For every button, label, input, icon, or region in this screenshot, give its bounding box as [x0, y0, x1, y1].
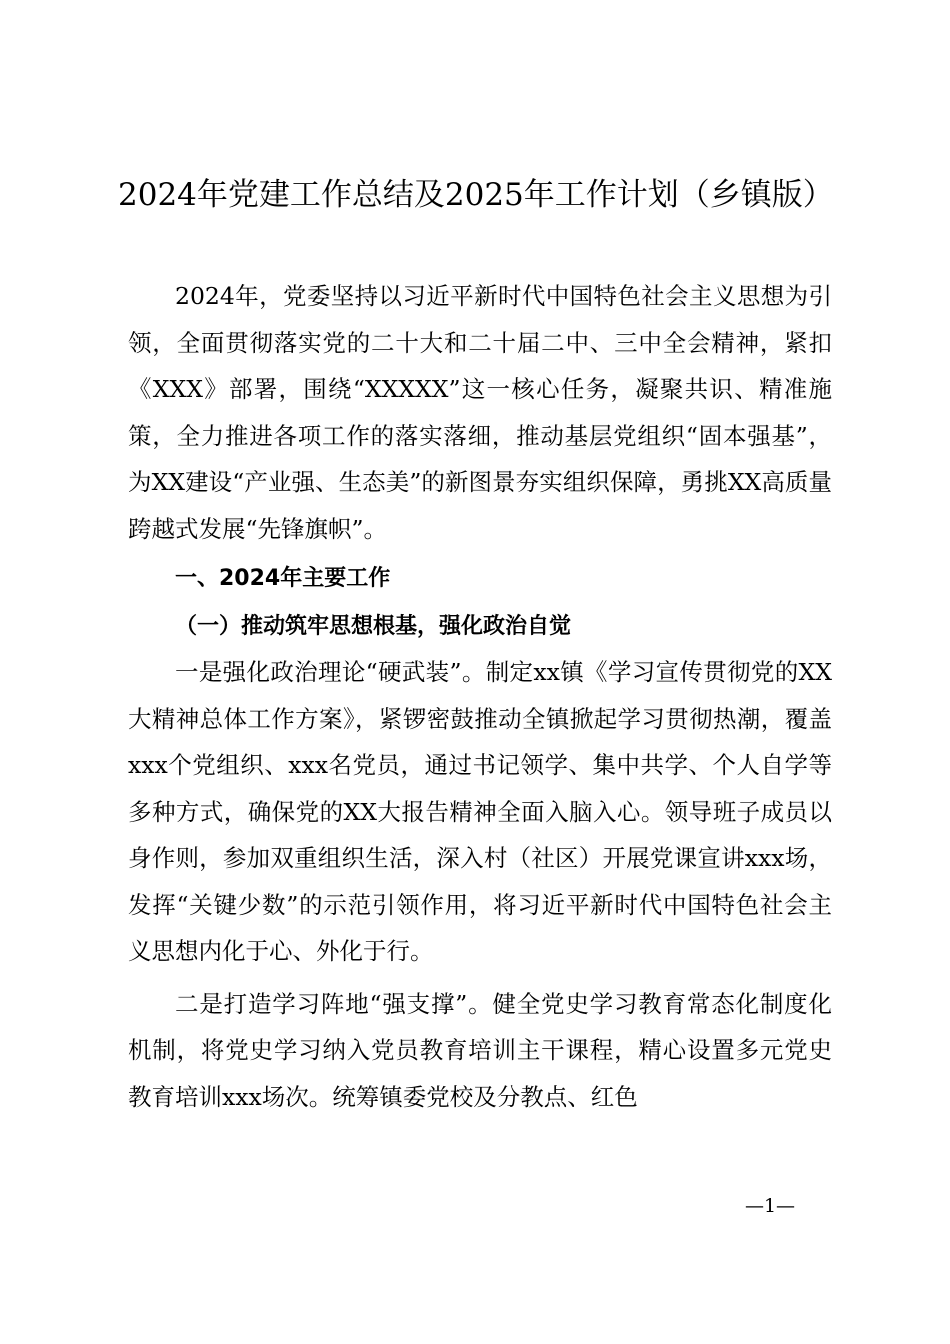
subsection-heading: （一）推动筑牢思想根基，强化政治自觉: [175, 612, 572, 639]
document-title: 2024年党建工作总结及2025年工作计划（乡镇版）: [118, 177, 834, 213]
intro-paragraph: 2024年，党委坚持以习近平新时代中国特色社会主义思想为引领，全面贯彻落实党的二十大和二十届二中、三中全会精神，紧扣《XXX》部署，围绕“XXXXX”这一核心任务，凝聚共识、精准施策，全力推进各项工作的落实落细，推动基层党组织“固本强基”，为XX建设“产业强、生态美”的新图景夯实组织保障，勇挑XX高质量跨越式发展“先锋旗帜”。: [128, 282, 832, 543]
body-paragraph-1: 一是强化政治理论“硬武装”。制定xx镇《学习宣传贯彻党的XX大精神总体工作方案》，紧锣密鼓推动全镇掀起学习贯彻热潮，覆盖xxx个党组织、xxx名党员，通过书记领学、集中共学、个人自学等多种方式，确保党的XX大报告精神全面入脑入心。领导班子成员以身作则，参加双重组织生活，深入村（社区）开展党课宣讲xxx场，发挥“关键少数”的示范引领作用，将习近平新时代中国特色社会主义思想内化于心、外化于行。: [128, 658, 832, 965]
page-number: —1—: [744, 1195, 796, 1217]
body-paragraph-2: 二是打造学习阵地“强支撑”。健全党史学习教育常态化制度化机制，将党史学习纳入党员教育培训主干课程，精心设置多元党史教育培训xxx场次。统筹镇委党校及分教点、红色: [128, 989, 832, 1111]
document-body: [128, 273, 832, 1120]
section-heading: 一、2024年主要工作: [175, 566, 391, 591]
